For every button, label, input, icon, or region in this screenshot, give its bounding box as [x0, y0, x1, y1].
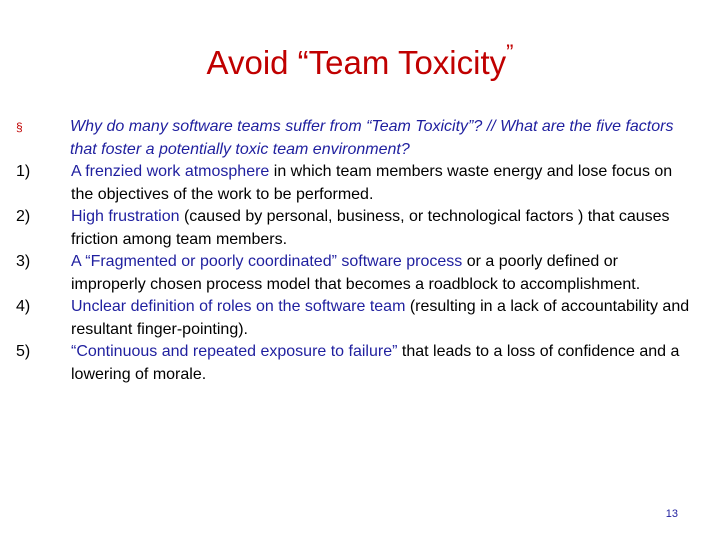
list-item-rest: or a poorly defined or improperly chosen process model that becomes a roadblock to accomplishment.: [71, 253, 641, 293]
list-item-text: [71, 341, 696, 386]
list-item-highlight: A “Fragmented or poorly coordinated” software process: [71, 253, 463, 270]
list-item-number: 3): [16, 253, 31, 270]
bullet-marker: §: [16, 120, 23, 134]
list-item: [16, 251, 696, 296]
list-item-number: 2): [16, 208, 31, 225]
page-number: 13: [665, 508, 678, 520]
list-item-highlight: Unclear definition of roles on the software team: [71, 298, 406, 315]
slide-title: [0, 40, 720, 82]
title-quoted-text: Team Toxicity: [308, 44, 507, 81]
list-item-number: 5): [16, 343, 31, 360]
slide-content: [16, 116, 696, 386]
question-item: [16, 116, 696, 161]
list-item-text: [71, 251, 696, 296]
question-text: Why do many software teams suffer from “Team Toxicity”? // What are the five factors that foster a potentially toxic team environment?: [70, 118, 674, 158]
list-item-rest: that leads to a loss of confidence and a lowering of morale.: [71, 343, 680, 383]
list-item-highlight: “Continuous and repeated exposure to failure”: [71, 343, 398, 360]
list-item-highlight: A frenzied work atmosphere: [71, 163, 270, 180]
list-item-text: [71, 206, 696, 251]
list-item-text: [71, 161, 696, 206]
title-quote-close: ”: [506, 40, 514, 65]
list-item-text: [71, 296, 696, 341]
title-prefix: Avoid: [206, 44, 298, 81]
title-quote-open: “: [297, 44, 309, 81]
list-item: [16, 161, 696, 206]
list-item-number: 4): [16, 298, 31, 315]
list-item: [16, 341, 696, 386]
list-item-rest: (caused by personal, business, or technological factors ) that causes friction among team members.: [71, 208, 670, 248]
list-item-number: 1): [16, 163, 31, 180]
list-item-rest: (resulting in a lack of accountability and resultant finger-pointing).: [71, 298, 690, 338]
list-item: [16, 206, 696, 251]
list-item: [16, 296, 696, 341]
list-item-rest: in which team members waste energy and lose focus on the objectives of the work to be performed.: [71, 163, 673, 203]
list-item-highlight: High frustration: [71, 208, 180, 225]
